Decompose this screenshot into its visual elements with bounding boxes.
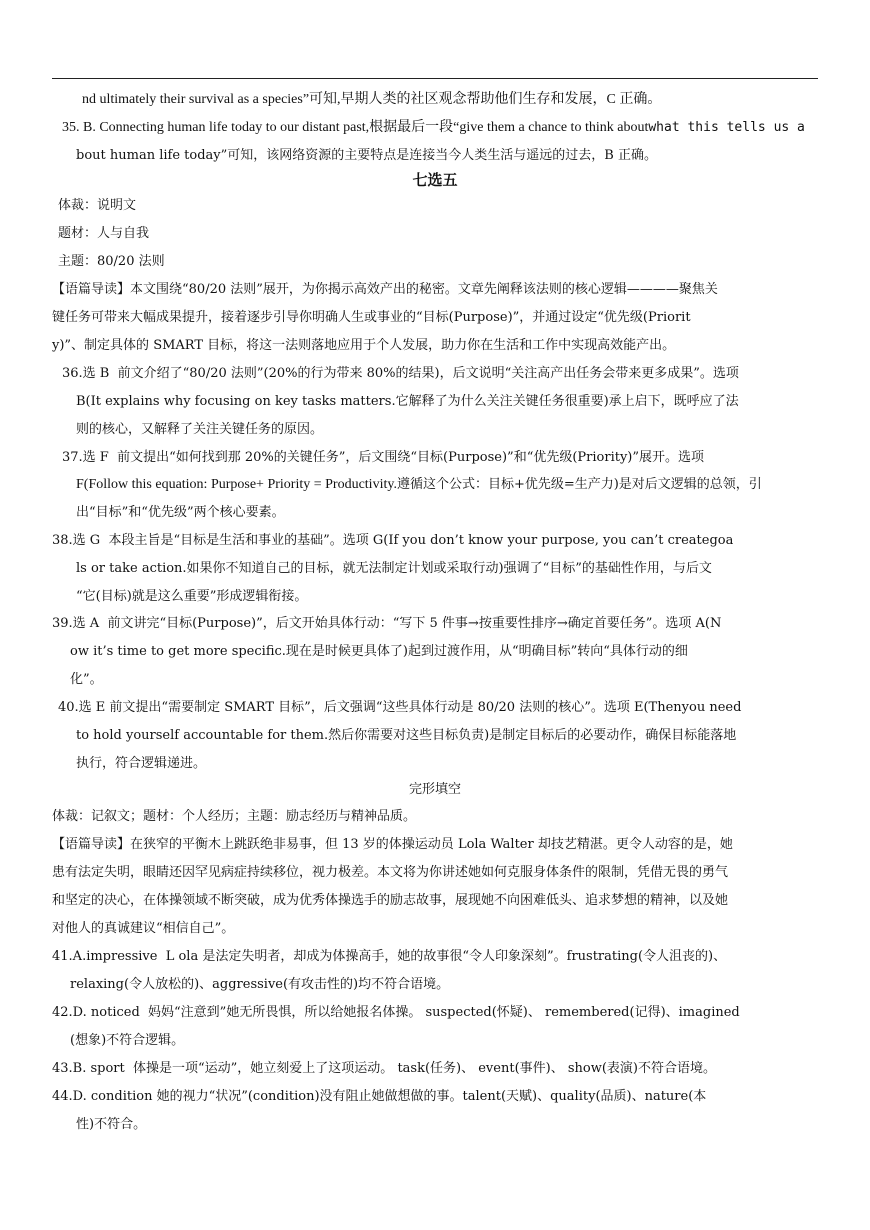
answer-39: 化”。 (70, 672, 103, 687)
answer-35-quote: what this tells us a (648, 120, 805, 135)
answer-37: 37.选 F 前文提出“如何找到那 20%的关键任务”，后文围绕“目标(Purpose)”和“优先级(Priority)”展开。选项 (62, 450, 705, 465)
cloze-guide: 对他人的真诚建议“相信自己”。 (52, 921, 235, 936)
reading-guide: 【语篇导读】本文围绕“80/20 法则”展开，为你揭示高效产出的秘密。文章先阐释该法则的核心逻辑————聚焦关 (52, 282, 718, 297)
answer-43: 43.B. sport 体操是一项“运动”，她立刻爱上了这项运动。 task(任务)、 event(事件)、 show(表演)不符合语境。 (52, 1061, 716, 1076)
header-rule (52, 78, 818, 79)
section-title-seven-choose-five: 七选五 (412, 171, 458, 189)
answer-39: ow it’s time to get more specific.现在是时候更具体了)起到过渡作用，从“明确目标”转向“具体行动的细 (70, 644, 688, 659)
answer-35 (62, 120, 805, 136)
answer-38: ls or take action.如果你不知道自己的目标，就无法制定计划或采取行动)强调了“目标”的基础性作用，与后文 (76, 561, 712, 576)
topic-line: 题材：人与自我 (58, 226, 150, 241)
answer-37: 出“目标”和“优先级”两个核心要素。 (76, 505, 285, 520)
cloze-guide: 【语篇导读】在狭窄的平衡木上跳跃绝非易事，但 13 岁的体操运动员 Lola Walter 却技艺精湛。更令人动容的是，她 (52, 837, 733, 852)
answer-40: 40.选 E 前文提出“需要制定 SMART 目标”，后文强调“这些具体行动是 80/20 法则的核心”。选项 E(Thenyou need (58, 700, 742, 715)
answer-40: to hold yourself accountable for them.然后你需要对这些目标负责)是制定目标后的必要动作，确保目标能落地 (76, 728, 737, 743)
genre-line: 体裁：说明文 (58, 198, 137, 213)
answer-36: B(It explains why focusing on key tasks matters.它解释了为什么关注关键任务很重要)承上启下，既呼应了法 (76, 394, 739, 409)
answer-40: 执行，符合逻辑递进。 (76, 756, 207, 771)
answer-38: 38.选 G 本段主旨是“目标是生活和事业的基础”。选项 G(If you don’t know your purpose, you can’t creategoa (52, 533, 734, 548)
answer-41: relaxing(令人放松的)、aggressive(有攻击性的)均不符合语境。 (70, 977, 450, 992)
answer-42: (想象)不符合逻辑。 (70, 1033, 185, 1048)
answer-44: 44.D. condition 她的视力“状况”(condition)没有阻止她做想做的事。talent(天赋)、quality(品质)、nature(本 (52, 1089, 707, 1104)
section-title-cloze: 完形填空 (408, 782, 461, 797)
answer-41: 41.A.impressive L ola 是法定失明者，却成为体操高手，她的故事很“令人印象深刻”。frustrating(令人沮丧的)、 (52, 949, 727, 964)
answer-36: 则的核心，又解释了关注关键任务的原因。 (76, 422, 324, 437)
text-line: bout human life today”可知，该网络资源的主要特点是连接当今人类生活与遥远的过去，B 正确。 (76, 148, 657, 163)
cloze-info: 体裁：记叙文；题材：个人经历；主题：励志经历与精神品质。 (52, 809, 417, 824)
answer-38: “它(目标)就是这么重要”形成逻辑衔接。 (76, 589, 308, 604)
reading-guide: 键任务可带来大幅成果提升，接着逐步引导你明确人生或事业的“目标(Purpose)”，并通过设定“优先级(Priorit (52, 310, 691, 325)
answer-37-explanation: 遵循这个公式：目标+优先级=生产力)是对后文逻辑的总领，引 (396, 477, 762, 492)
answer-36: 36.选 B 前文介绍了“80/20 法则”(20%的行为带来 80%的结果)，后文说明“关注高产出任务会带来更多成果”。选项 (62, 366, 739, 381)
text-line: nd ultimately their survival as a species”可知,早期人类的社区观念帮助他们生存和发展，C 正确。 (82, 92, 662, 107)
answer-35-text: 35. B. Connecting human life today to our distant past,根据最后一段“give them a chance to think about (62, 120, 649, 135)
answer-42: 42.D. noticed 妈妈“注意到”她无所畏惧，所以给她报名体操。 suspected(怀疑)、 remembered(记得)、imagined (52, 1005, 740, 1020)
answer-44: 性)不符合。 (76, 1117, 147, 1132)
answer-37-equation: F(Follow this equation: Purpose+ Priority = Productivity. (76, 477, 397, 492)
answer-37 (76, 477, 762, 493)
theme-line: 主题：80/20 法则 (58, 254, 165, 269)
cloze-guide: 患有法定失明，眼睛还因罕见病症持续移位，视力极差。本文将为你讲述她如何克服身体条件的限制，凭借无畏的勇气 (52, 865, 729, 880)
cloze-guide: 和坚定的决心，在体操领域不断突破，成为优秀体操选手的励志故事，展现她不向困难低头、追求梦想的精神，以及她 (52, 893, 729, 908)
answer-39: 39.选 A 前文讲完“目标(Purpose)”，后文开始具体行动：“写下 5 件事→按重要性排序→确定首要任务”。选项 A(N (52, 616, 722, 631)
reading-guide: y)”、制定具体的 SMART 目标，将这一法则落地应用于个人发展，助力你在生活和工作中实现高效能产出。 (52, 338, 676, 353)
